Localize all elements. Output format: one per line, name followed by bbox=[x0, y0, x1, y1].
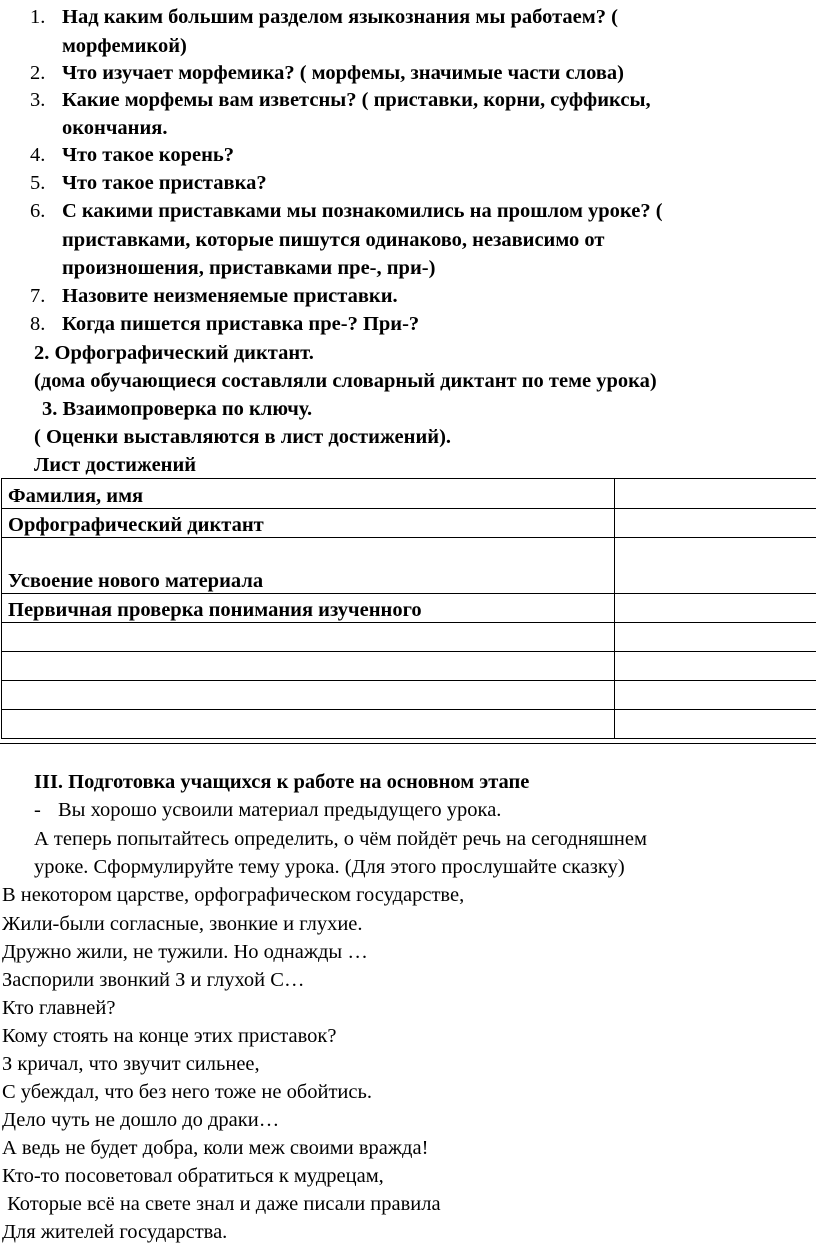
question-text: Что такое приставка? bbox=[62, 169, 267, 198]
table-cell-label: Усвоение нового материала bbox=[2, 538, 615, 594]
story-line: В некотором царстве, орфографическом государстве, bbox=[2, 881, 464, 910]
question-number: 6. bbox=[30, 197, 45, 226]
section-iii-line: уроке. Сформулируйте тему урока. (Для этого прослушайте сказку) bbox=[34, 853, 625, 882]
story-line: Которые всё на свете знал и даже писали правила bbox=[2, 1190, 441, 1219]
question-text: Назовите неизменяемые приставки. bbox=[62, 282, 398, 311]
story-line: Кто-то посоветовал обратиться к мудрецам, bbox=[2, 1162, 384, 1191]
story-line: Жили-были согласные, звонкие и глухие. bbox=[2, 910, 363, 939]
story-line: Заспорили звонкий З и глухой С… bbox=[2, 966, 304, 995]
table-cell-label: Фамилия, имя bbox=[2, 479, 615, 509]
question-number: 7. bbox=[30, 282, 45, 311]
table-cell-value bbox=[615, 479, 816, 509]
question-number: 4. bbox=[30, 141, 45, 170]
achievement-table bbox=[1, 478, 816, 739]
story-line: Дело чуть не дошло до драки… bbox=[2, 1106, 279, 1135]
page-divider bbox=[0, 743, 816, 744]
section-iii-line: Вы хорошо усвоили материал предыдущего урока. bbox=[58, 796, 501, 825]
table-row bbox=[2, 594, 816, 623]
table-row bbox=[2, 710, 816, 739]
question-text: морфемикой) bbox=[62, 32, 187, 61]
section-2-title: 2. Орфографический диктант. bbox=[34, 339, 314, 368]
section-3-title: 3. Взаимопроверка по ключу. bbox=[42, 395, 312, 424]
table-cell-value bbox=[615, 594, 816, 623]
question-text: приставками, которые пишутся одинаково, независимо от bbox=[62, 226, 604, 255]
question-text: Над каким большим разделом языкознания мы работаем? ( bbox=[62, 3, 618, 32]
table-row bbox=[2, 681, 816, 710]
story-line: Кто главней? bbox=[2, 994, 115, 1023]
table-row bbox=[2, 479, 816, 509]
question-text: Что такое корень? bbox=[62, 141, 234, 170]
table-cell-value bbox=[615, 681, 816, 710]
question-number: 2. bbox=[30, 59, 45, 88]
question-text: Когда пишется приставка пре-? При-? bbox=[62, 310, 419, 339]
table-cell-value bbox=[615, 509, 816, 538]
table-cell-label bbox=[2, 623, 615, 652]
question-number: 5. bbox=[30, 169, 45, 198]
table-row bbox=[2, 509, 816, 538]
story-line: С убеждал, что без него тоже не обойтись. bbox=[2, 1078, 372, 1107]
table-row bbox=[2, 538, 816, 594]
story-line: Для жителей государства. bbox=[2, 1218, 227, 1247]
table-row bbox=[2, 652, 816, 681]
question-text: Что изучает морфемика? ( морфемы, значимые части слова) bbox=[62, 59, 624, 88]
table-cell-value bbox=[615, 623, 816, 652]
section-iii-dash: - bbox=[34, 796, 41, 825]
section-3-note: ( Оценки выставляются в лист достижений). bbox=[34, 423, 451, 452]
section-iii-line: А теперь попытайтесь определить, о чём пойдёт речь на сегодняшнем bbox=[34, 825, 647, 854]
question-number: 1. bbox=[30, 3, 45, 32]
story-line: Дружно жили, не тужили. Но однажды … bbox=[2, 938, 368, 967]
table-cell-label: Орфографический диктант bbox=[2, 509, 615, 538]
table-cell-label: Первичная проверка понимания изученного bbox=[2, 594, 615, 623]
question-number: 8. bbox=[30, 310, 45, 339]
table-cell-value bbox=[615, 538, 816, 594]
question-text: окончания. bbox=[62, 114, 168, 143]
section-2-note: (дома обучающиеся составляли словарный диктант по теме урока) bbox=[34, 367, 657, 396]
section-iii-title: III. Подготовка учащихся к работе на основном этапе bbox=[34, 768, 529, 797]
table-row bbox=[2, 623, 816, 652]
table-cell-label bbox=[2, 681, 615, 710]
story-line: Кому стоять на конце этих приставок? bbox=[2, 1022, 336, 1051]
question-number: 3. bbox=[30, 86, 45, 115]
question-text: произношения, приставками пре-, при-) bbox=[62, 254, 435, 283]
story-line: А ведь не будет добра, коли меж своими вражда! bbox=[2, 1134, 428, 1163]
question-text: С какими приставками мы познакомились на прошлом уроке? ( bbox=[62, 197, 663, 226]
story-line: З кричал, что звучит сильнее, bbox=[2, 1050, 260, 1079]
question-text: Какие морфемы вам изветсны? ( приставки, корни, суффиксы, bbox=[62, 86, 651, 115]
table-cell-value bbox=[615, 652, 816, 681]
table-cell-value bbox=[615, 710, 816, 739]
table-cell-label bbox=[2, 710, 615, 739]
table-cell-label bbox=[2, 652, 615, 681]
achievement-sheet-title: Лист достижений bbox=[34, 451, 196, 480]
